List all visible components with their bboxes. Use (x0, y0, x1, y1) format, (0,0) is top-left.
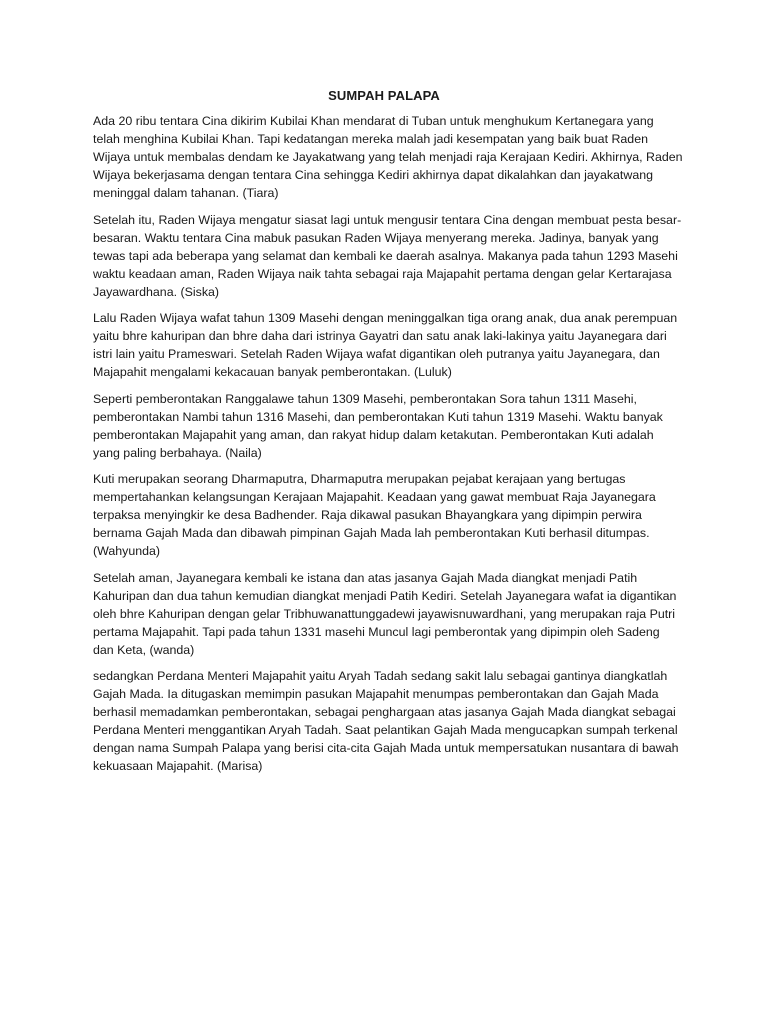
paragraph: sedangkan Perdana Menteri Majapahit yaitu Aryah Tadah sedang sakit lalu sebagai gantinya diangkatlah Gajah Mada. Ia ditugaskan memimpin pasukan Majapahit menumpas pemberontakan dan Gajah Mada berhasil memadamkan pemberontakan, sebagai penghargaan atas jasanya Gajah Mada diangkat sebagai Perdana Menteri menggantikan Aryah Tadah. Saat pelantikan Gajah Mada mengucapkan sumpah terkenal dengan nama Sumpah Palapa yang berisi cita-cita Gajah Mada untuk mempersatukan nusantara di bawah kekuasaan Majapahit. (Marisa) (93, 669, 679, 773)
paragraph: Setelah aman, Jayanegara kembali ke istana dan atas jasanya Gajah Mada diangkat menjadi Patih Kahuripan dan dua tahun kemudian diangkat menjadi Patih Kediri. Setelah Jayanegara wafat ia digantikan oleh bhre Kahuripan dengan gelar Tribhuwanattunggadewi jayawisnuwardhani, yang merupakan raja Putri pertama Majapahit. Tapi pada tahun 1331 masehi Muncul lagi pemberontak yang dipimpin oleh Sadeng dan Keta, (wanda) (93, 570, 677, 657)
paragraph: Seperti pemberontakan Ranggalawe tahun 1309 Masehi, pemberontakan Sora tahun 1311 Masehi, pemberontakan Nambi tahun 1316 Masehi, dan pemberontakan Kuti tahun 1319 Masehi. Waktu banyak pemberontakan Majapahit yang aman, dan rakyat hidup dalam ketakutan. Pemberontakan Kuti adalah yang paling berbahaya. (Naila) (93, 391, 663, 460)
document-title: SUMPAH PALAPA (328, 88, 440, 103)
paragraph: Lalu Raden Wijaya wafat tahun 1309 Masehi dengan meninggalkan tiga orang anak, dua anak perempuan yaitu bhre kahuripan dan bhre daha dari istrinya Gayatri dan satu anak laki-lakinya yaitu Jayanegara dari istri lain yaitu Prameswari. Setelah Raden Wijaya wafat digantikan oleh putranya yaitu Jayanegara, dan Majapahit mengalami kekacauan banyak pemberontakan. (Luluk) (93, 311, 678, 379)
paragraph: Kuti merupakan seorang Dharmaputra, Dharmaputra merupakan pejabat kerajaan yang bertugas mempertahankan kelangsungan Kerajaan Majapahit. Keadaan yang gawat membuat Raja Jayanegara terpaksa menyingkir ke desa Badhender. Raja dikawal pasukan Bhayangkara yang dipimpin perwira bernama Gajah Mada dan dibawah pimpinan Gajah Mada lah pemberontakan Kuti berhasil ditumpas. (Wahyunda) (93, 472, 656, 558)
paragraph: Setelah itu, Raden Wijaya mengatur siasat lagi untuk mengusir tentara Cina dengan membuat pesta besar-besaran. Waktu tentara Cina mabuk pasukan Raden Wijaya menyerang mereka. Jadinya, banyak yang tewas tapi ada beberapa yang selamat dan kembali ke daerah asalnya. Makanya pada tahun 1293 Masehi waktu keadaan aman, Raden Wijaya naik tahta sebagai raja Majapahit pertama dengan gelar Kertarajasa Jayawardhana. (Siska) (93, 212, 682, 299)
document-body (93, 112, 683, 784)
paragraph: Ada 20 ribu tentara Cina dikirim Kubilai Khan mendarat di Tuban untuk menghukum Kertanegara yang telah menghina Kubilai Khan. Tapi kedatangan mereka malah jadi kesempatan yang baik buat Raden Wijaya untuk membalas dendam ke Jayakatwang yang telah menjadi raja Kerajaan Kediri. Akhirnya, Raden Wijaya bekerjasama dengan tentara Cina sehingga Kediri akhirnya dapat dikalahkan dan jayakatwang meninggal dalam tahanan. (Tiara) (93, 114, 683, 200)
